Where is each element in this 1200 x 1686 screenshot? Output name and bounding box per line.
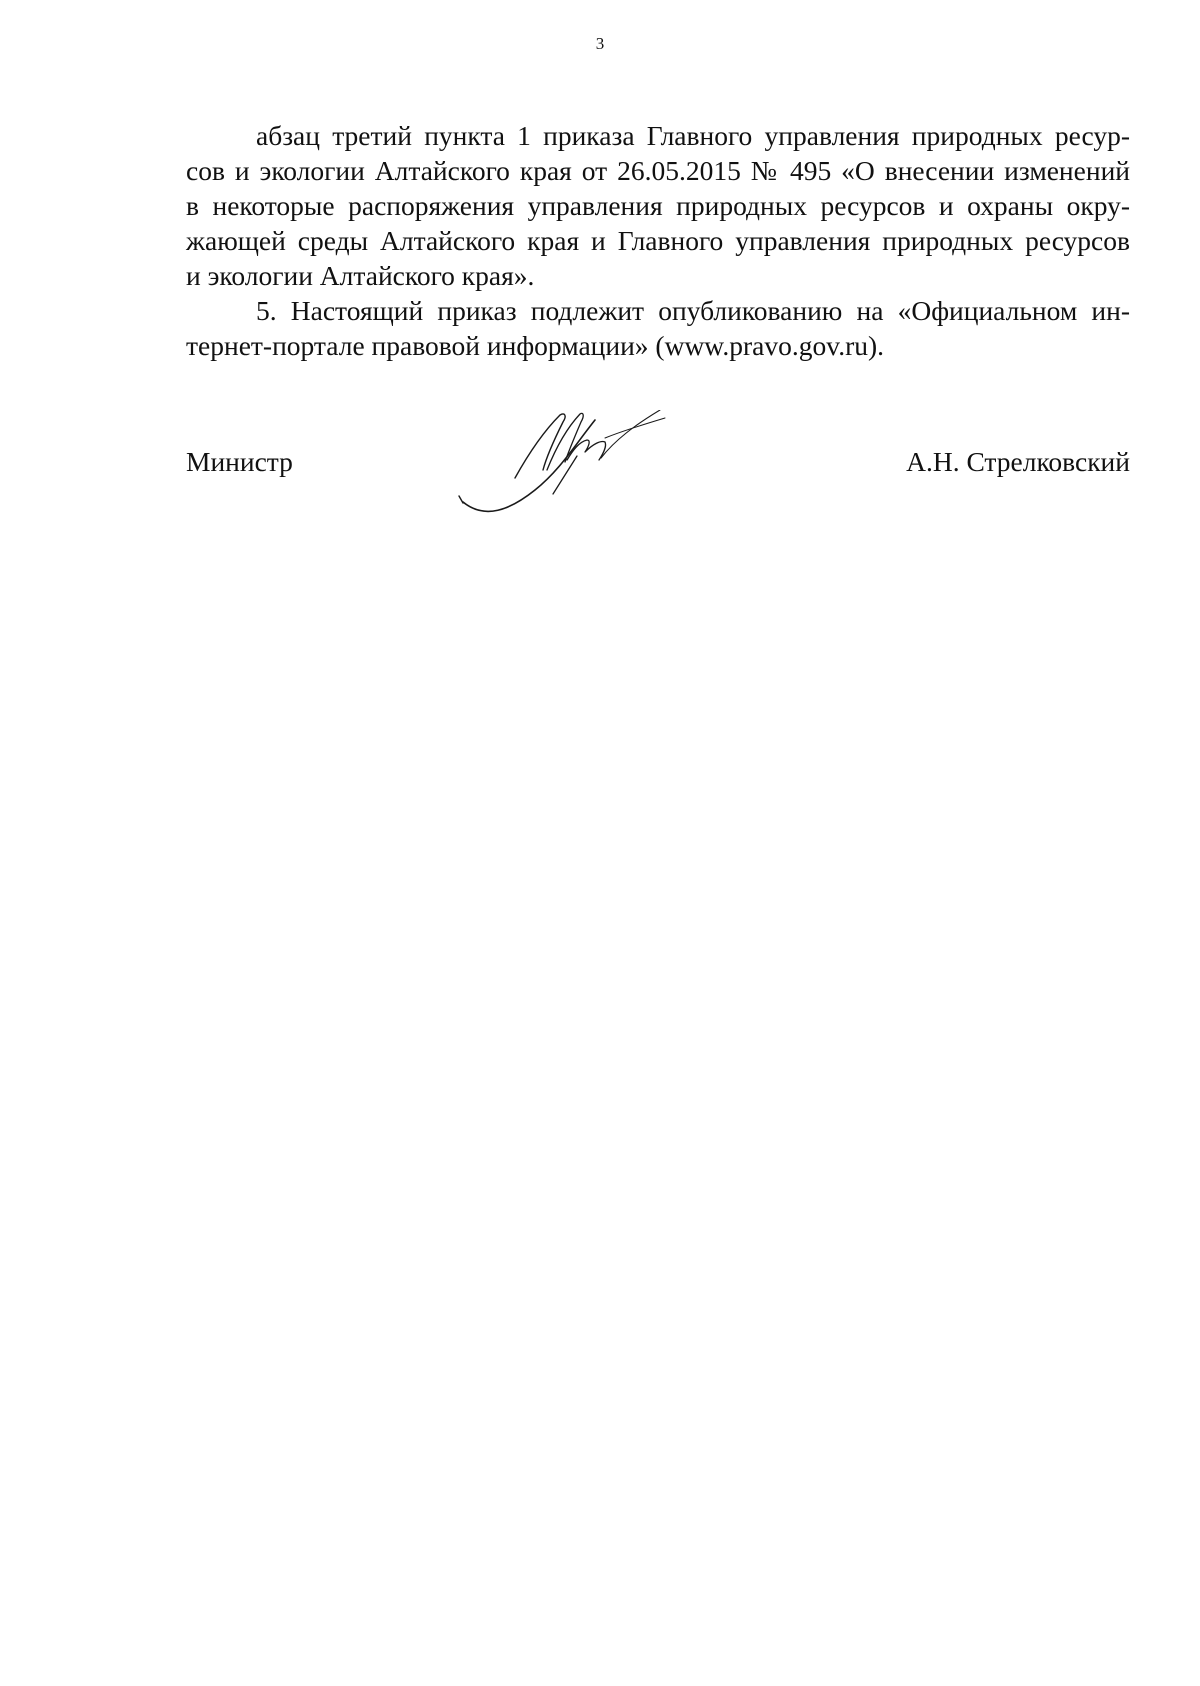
body-line: 5. Настоящий приказ подлежит опубликованию на «Официальном ин- [256,295,1130,326]
body-line: и экологии Алтайского края». [186,260,535,291]
body-line: абзац третий пункта 1 приказа Главного управления природных ресур- [256,120,1130,151]
signatory-name: А.Н. Стрелковский [906,446,1130,477]
body-line: в некоторые распоряжения управления природных ресурсов и охраны окру- [186,190,1130,221]
body-line: жающей среды Алтайского края и Главного управления природных ресурсов [186,225,1130,256]
body-line: сов и экологии Алтайского края от 26.05.2015 № 495 «О внесении изменений [186,155,1130,186]
document-body [186,118,1130,363]
signatory-title: Министр [186,446,293,477]
page-number: 3 [595,34,605,53]
body-line: тернет-портале правовой информации» (www.pravo.gov.ru). [186,330,885,361]
handwritten-signature [455,410,725,560]
